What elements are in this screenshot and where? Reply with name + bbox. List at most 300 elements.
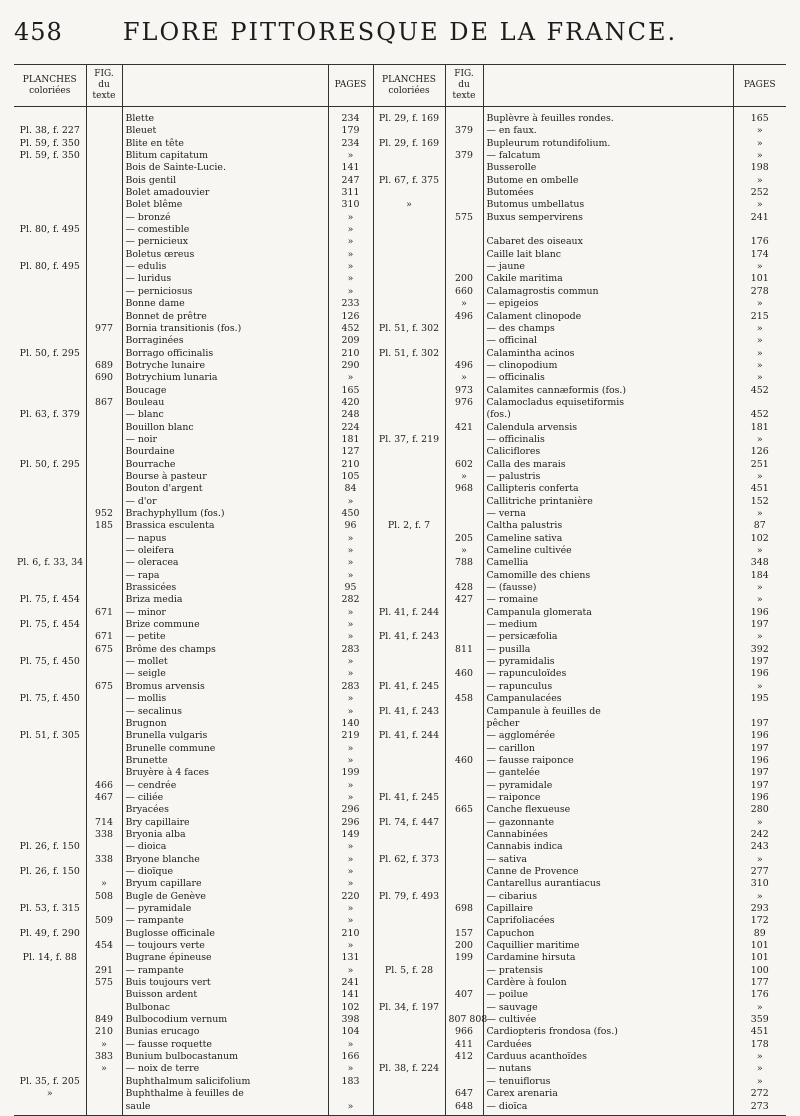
index-table xyxy=(14,64,786,1116)
left-plate-ref xyxy=(14,915,86,927)
right-page-ref: 184 xyxy=(750,569,769,581)
left-figure-ref xyxy=(86,533,122,545)
left-plate-ref xyxy=(14,236,86,248)
header-figs-right: FIG. du texte xyxy=(445,65,483,107)
right-plate-ref xyxy=(373,483,445,495)
left-page-ref: 165 xyxy=(328,385,373,397)
left-page-ref: » xyxy=(328,656,373,668)
right-plate-ref xyxy=(373,557,445,569)
left-page-ref: 210 xyxy=(328,928,373,940)
left-plate-ref xyxy=(14,199,86,211)
right-plate-ref xyxy=(373,915,445,927)
left-entry-name: Brunette xyxy=(122,755,328,767)
right-entry-name: — cultivée xyxy=(483,1014,733,1026)
left-entry-name: Boucage xyxy=(122,385,328,397)
right-figure-ref xyxy=(445,854,483,866)
right-entry-name: — falcatum xyxy=(483,150,733,162)
left-entry-name: — noir xyxy=(122,434,328,446)
left-plate-ref xyxy=(14,854,86,866)
right-page-ref: » xyxy=(756,199,763,211)
right-plate-ref xyxy=(373,125,445,137)
left-entry-name: — rapa xyxy=(122,570,328,582)
left-plate-ref xyxy=(14,1002,86,1014)
left-figure-ref xyxy=(86,236,122,248)
left-entry-name: Bouleau xyxy=(122,397,328,409)
left-figure-ref: 977 xyxy=(86,323,122,335)
left-figure-ref: 675 xyxy=(86,644,122,656)
table-row xyxy=(14,224,786,236)
left-page-ref: 102 xyxy=(328,1002,373,1014)
left-page-ref: » xyxy=(328,372,373,384)
right-plate-ref xyxy=(373,471,445,483)
left-figure-ref xyxy=(86,718,122,730)
right-page-ref: 197 xyxy=(750,779,769,791)
header-pages-right: PAGES xyxy=(733,65,786,107)
left-figure-ref xyxy=(86,693,122,705)
left-entry-name: Bromus arvensis xyxy=(122,681,328,693)
right-page-ref: » xyxy=(756,890,763,902)
right-figure-ref: 421 xyxy=(445,422,483,434)
right-entry-name: Cannabis indica xyxy=(483,841,733,853)
right-page-ref: 101 xyxy=(750,940,769,952)
left-entry-name: Bruyère à 4 faces xyxy=(122,767,328,779)
left-page-ref: 452 xyxy=(328,323,373,335)
table-row xyxy=(14,422,786,434)
right-plate-ref xyxy=(373,459,445,471)
left-page-ref: » xyxy=(328,249,373,261)
right-figure-ref xyxy=(445,730,483,742)
left-entry-name: — cendrée xyxy=(122,780,328,792)
right-entry-name: — persicæfolia xyxy=(483,631,733,643)
right-page-ref: 197 xyxy=(750,619,769,631)
left-figure-ref xyxy=(86,668,122,680)
right-page-ref: » xyxy=(756,545,763,557)
left-plate-ref xyxy=(14,631,86,643)
right-figure-ref xyxy=(445,323,483,335)
left-plate-ref xyxy=(14,311,86,323)
right-entry-name: — nutans xyxy=(483,1063,733,1075)
table-row xyxy=(14,631,786,643)
left-entry-name: Bouton d'argent xyxy=(122,483,328,495)
left-figure-ref xyxy=(86,471,122,483)
left-plate-ref xyxy=(14,508,86,520)
left-plate-ref xyxy=(14,607,86,619)
right-entry-name: Campanula glomerata xyxy=(483,607,733,619)
left-figure-ref: 466 xyxy=(86,780,122,792)
left-figure-ref xyxy=(86,1088,122,1100)
right-figure-ref xyxy=(445,780,483,792)
right-page-ref: 197 xyxy=(750,717,769,729)
table-row xyxy=(14,471,786,483)
right-entry-name: Bupleurum rotundifolium. xyxy=(483,138,733,150)
right-page-ref: » xyxy=(756,508,763,519)
left-entry-name: Buphthalmum salicifolium xyxy=(122,1076,328,1088)
right-entry-name: — pusilla xyxy=(483,644,733,656)
left-figure-ref xyxy=(86,755,122,767)
left-page-ref: 149 xyxy=(328,829,373,841)
right-page-ref: 165 xyxy=(750,113,769,124)
right-page-ref: » xyxy=(756,1051,763,1063)
left-entry-name: — oleifera xyxy=(122,545,328,557)
left-plate-ref: Pl. 35, f. 205 xyxy=(14,1076,86,1088)
left-plate-ref xyxy=(14,681,86,693)
right-figure-ref xyxy=(445,249,483,261)
left-plate-ref xyxy=(14,298,86,310)
table-row xyxy=(14,557,786,569)
table-row xyxy=(14,792,786,804)
left-page-ref: » xyxy=(328,878,373,890)
right-figure-ref xyxy=(445,619,483,631)
left-page-ref: 219 xyxy=(328,730,373,742)
left-page-ref: 282 xyxy=(328,594,373,606)
left-figure-ref: 575 xyxy=(86,977,122,989)
right-page-ref: 272 xyxy=(750,1088,769,1100)
right-entry-name: Butomées xyxy=(483,187,733,199)
left-entry-name: Bryum capillare xyxy=(122,878,328,890)
right-page-ref: 89 xyxy=(753,927,766,939)
left-plate-ref xyxy=(14,1026,86,1038)
right-figure-ref xyxy=(445,767,483,779)
right-plate-ref xyxy=(373,187,445,199)
right-entry-name: — pyramidalis xyxy=(483,656,733,668)
left-entry-name: Blitum capitatum xyxy=(122,150,328,162)
left-page-ref: 141 xyxy=(328,989,373,1001)
right-figure-ref: » xyxy=(445,372,483,384)
right-plate-ref xyxy=(373,286,445,298)
right-figure-ref xyxy=(445,409,483,421)
left-entry-name: — rampante xyxy=(122,915,328,927)
right-entry-name: Caprifoliacées xyxy=(483,915,733,927)
right-plate-ref xyxy=(373,508,445,520)
left-figure-ref xyxy=(86,107,122,126)
left-page-ref: » xyxy=(328,212,373,224)
table-row xyxy=(14,520,786,532)
left-plate-ref xyxy=(14,706,86,718)
table-row xyxy=(14,212,786,224)
left-entry-name: — ciliée xyxy=(122,792,328,804)
left-plate-ref xyxy=(14,360,86,372)
right-entry-name: — gantelée xyxy=(483,767,733,779)
right-entry-name: — carillon xyxy=(483,743,733,755)
left-figure-ref xyxy=(86,348,122,360)
right-plate-ref xyxy=(373,360,445,372)
right-figure-ref xyxy=(445,743,483,755)
table-row xyxy=(14,298,786,310)
right-page-ref: 100 xyxy=(750,964,769,976)
left-plate-ref: Pl. 50, f. 295 xyxy=(14,459,86,471)
table-row xyxy=(14,965,786,977)
right-figure-ref xyxy=(445,236,483,248)
table-row xyxy=(14,162,786,174)
right-figure-ref: 411 xyxy=(445,1039,483,1051)
right-figure-ref xyxy=(445,718,483,730)
left-entry-name: — secalinus xyxy=(122,706,328,718)
left-plate-ref xyxy=(14,668,86,680)
left-plate-ref xyxy=(14,878,86,890)
right-figure-ref: 460 xyxy=(445,668,483,680)
left-entry-name: Buis toujours vert xyxy=(122,977,328,989)
left-figure-ref: 338 xyxy=(86,854,122,866)
table-row xyxy=(14,335,786,347)
right-page-ref: 176 xyxy=(750,989,769,1001)
table-row xyxy=(14,829,786,841)
right-figure-ref xyxy=(445,520,483,532)
left-entry-name: — toujours verte xyxy=(122,940,328,952)
table-row xyxy=(14,755,786,767)
left-page-ref: » xyxy=(328,668,373,680)
left-page-ref: 141 xyxy=(328,162,373,174)
right-entry-name: — clinopodium xyxy=(483,360,733,372)
left-entry-name: Bunium bulbocastanum xyxy=(122,1051,328,1063)
left-figure-ref xyxy=(86,656,122,668)
left-figure-ref xyxy=(86,557,122,569)
left-entry-name: — napus xyxy=(122,533,328,545)
right-plate-ref xyxy=(373,496,445,508)
right-figure-ref: 427 xyxy=(445,594,483,606)
left-plate-ref: Pl. 53, f. 315 xyxy=(14,903,86,915)
right-page-ref: 215 xyxy=(750,310,769,322)
right-page-ref: 126 xyxy=(750,446,769,458)
right-plate-ref xyxy=(373,249,445,261)
left-figure-ref xyxy=(86,1101,122,1116)
right-plate-ref xyxy=(373,866,445,878)
left-plate-ref xyxy=(14,520,86,532)
left-entry-name: — blanc xyxy=(122,409,328,421)
right-page-ref: 451 xyxy=(750,483,769,495)
left-figure-ref: » xyxy=(86,1063,122,1075)
left-entry-name: Bonne dame xyxy=(122,298,328,310)
right-entry-name: Campanulacées xyxy=(483,693,733,705)
left-entry-name: Bulbocodium vernum xyxy=(122,1014,328,1026)
right-figure-ref: 460 xyxy=(445,755,483,767)
left-figure-ref xyxy=(86,903,122,915)
left-plate-ref xyxy=(14,323,86,335)
table-row xyxy=(14,804,786,816)
left-page-ref: » xyxy=(328,496,373,508)
right-entry-name: Cameline cultivée xyxy=(483,545,733,557)
left-figure-ref xyxy=(86,1002,122,1014)
left-figure-ref: 210 xyxy=(86,1026,122,1038)
right-page-ref: » xyxy=(756,470,763,482)
left-entry-name: Bryonia alba xyxy=(122,829,328,841)
right-plate-ref: Pl. 29, f. 169 xyxy=(373,138,445,150)
right-page-ref: » xyxy=(756,594,763,606)
left-plate-ref xyxy=(14,212,86,224)
left-figure-ref xyxy=(86,298,122,310)
left-page-ref: » xyxy=(328,273,373,285)
right-page-ref: 181 xyxy=(750,421,769,433)
left-plate-ref xyxy=(14,817,86,829)
left-plate-ref xyxy=(14,483,86,495)
right-entry-name: Camellia xyxy=(483,557,733,569)
table-row xyxy=(14,199,786,211)
right-plate-ref: Pl. 67, f. 375 xyxy=(373,175,445,187)
left-figure-ref: 508 xyxy=(86,891,122,903)
right-entry-name: — sativa xyxy=(483,854,733,866)
left-plate-ref xyxy=(14,107,86,126)
left-entry-name: Bryacées xyxy=(122,804,328,816)
right-entry-name: Butome en ombelle xyxy=(483,175,733,187)
table-row xyxy=(14,323,786,335)
index-body xyxy=(14,107,786,1116)
right-plate-ref: Pl. 79, f. 493 xyxy=(373,891,445,903)
table-row xyxy=(14,644,786,656)
left-plate-ref xyxy=(14,644,86,656)
right-page-ref: » xyxy=(756,631,763,643)
right-page-ref xyxy=(733,224,786,236)
right-figure-ref xyxy=(445,829,483,841)
left-entry-name: Brassica esculenta xyxy=(122,520,328,532)
left-page-ref: 96 xyxy=(328,520,373,532)
left-entry-name: — luridus xyxy=(122,273,328,285)
left-figure-ref: 467 xyxy=(86,792,122,804)
left-plate-ref xyxy=(14,792,86,804)
right-figure-ref xyxy=(445,348,483,360)
right-plate-ref xyxy=(373,533,445,545)
right-entry-name: Carduées xyxy=(483,1039,733,1051)
right-page-ref: 243 xyxy=(750,841,769,853)
right-entry-name: — agglomérée xyxy=(483,730,733,742)
right-plate-ref xyxy=(373,841,445,853)
left-page-ref: » xyxy=(328,755,373,767)
right-plate-ref: Pl. 41, f. 245 xyxy=(373,681,445,693)
left-entry-name: Botryche lunaire xyxy=(122,360,328,372)
right-figure-ref: 660 xyxy=(445,286,483,298)
table-row xyxy=(14,236,786,248)
left-plate-ref: Pl. 80, f. 495 xyxy=(14,224,86,236)
right-plate-ref xyxy=(373,940,445,952)
right-page-ref: 242 xyxy=(750,828,769,840)
header-plates: PLANCHES coloriées xyxy=(14,65,86,107)
right-entry-name: pêcher xyxy=(483,718,733,730)
left-entry-name: — seigle xyxy=(122,668,328,680)
left-entry-name: — comestible xyxy=(122,224,328,236)
right-figure-ref xyxy=(445,508,483,520)
left-figure-ref xyxy=(86,582,122,594)
left-entry-name: Bonnet de prêtre xyxy=(122,311,328,323)
table-row xyxy=(14,607,786,619)
right-page-ref: 277 xyxy=(750,865,769,877)
right-figure-ref xyxy=(445,817,483,829)
right-page-ref: 102 xyxy=(750,532,769,544)
right-entry-name: Carex arenaria xyxy=(483,1088,733,1100)
right-plate-ref xyxy=(373,767,445,779)
left-page-ref: » xyxy=(328,915,373,927)
right-plate-ref xyxy=(373,162,445,174)
left-entry-name: Brunelle commune xyxy=(122,743,328,755)
left-figure-ref xyxy=(86,804,122,816)
table-row xyxy=(14,928,786,940)
left-figure-ref xyxy=(86,385,122,397)
left-figure-ref: 714 xyxy=(86,817,122,829)
left-entry-name: Buglosse officinale xyxy=(122,928,328,940)
right-entry-name: Camomille des chiens xyxy=(483,570,733,582)
right-entry-name: — officinalis xyxy=(483,372,733,384)
right-plate-ref xyxy=(373,1051,445,1063)
left-entry-name: Bois gentil xyxy=(122,175,328,187)
left-figure-ref xyxy=(86,866,122,878)
right-figure-ref: 200 xyxy=(445,940,483,952)
left-plate-ref xyxy=(14,422,86,434)
left-page-ref: 310 xyxy=(328,199,373,211)
right-page-ref: 196 xyxy=(750,730,769,742)
left-plate-ref: Pl. 51, f. 305 xyxy=(14,730,86,742)
table-row xyxy=(14,989,786,1001)
left-figure-ref: 185 xyxy=(86,520,122,532)
left-figure-ref: 867 xyxy=(86,397,122,409)
right-entry-name: Caltha palustris xyxy=(483,520,733,532)
table-row xyxy=(14,360,786,372)
left-plate-ref xyxy=(14,335,86,347)
table-row xyxy=(14,1088,786,1100)
right-plate-ref xyxy=(373,780,445,792)
right-figure-ref xyxy=(445,965,483,977)
right-page-ref: » xyxy=(756,174,763,186)
left-entry-name: Bourrache xyxy=(122,459,328,471)
left-figure-ref: 291 xyxy=(86,965,122,977)
left-figure-ref xyxy=(86,434,122,446)
table-row xyxy=(14,533,786,545)
left-entry-name: Bourse à pasteur xyxy=(122,471,328,483)
right-plate-ref xyxy=(373,446,445,458)
right-figure-ref xyxy=(445,199,483,211)
left-plate-ref xyxy=(14,286,86,298)
right-figure-ref xyxy=(445,434,483,446)
left-entry-name: Brugnon xyxy=(122,718,328,730)
table-row xyxy=(14,508,786,520)
left-figure-ref: 454 xyxy=(86,940,122,952)
left-page-ref: » xyxy=(328,545,373,557)
right-figure-ref: 647 xyxy=(445,1088,483,1100)
left-figure-ref xyxy=(86,335,122,347)
right-entry-name: — raiponce xyxy=(483,792,733,804)
right-plate-ref xyxy=(373,385,445,397)
left-plate-ref xyxy=(14,891,86,903)
table-row xyxy=(14,767,786,779)
left-page-ref: 181 xyxy=(328,434,373,446)
right-plate-ref xyxy=(373,878,445,890)
left-entry-name: Blite en tête xyxy=(122,138,328,150)
right-entry-name: — epigeios xyxy=(483,298,733,310)
right-page-ref: 198 xyxy=(750,162,769,174)
right-plate-ref xyxy=(373,829,445,841)
right-entry-name: — medium xyxy=(483,619,733,631)
right-plate-ref xyxy=(373,1088,445,1100)
right-plate-ref xyxy=(373,261,445,273)
table-row xyxy=(14,175,786,187)
right-figure-ref: 698 xyxy=(445,903,483,915)
table-row xyxy=(14,459,786,471)
left-figure-ref xyxy=(86,989,122,1001)
left-plate-ref: Pl. 6, f. 33, 34 xyxy=(14,557,86,569)
right-plate-ref xyxy=(373,903,445,915)
right-entry-name: — tenuiflorus xyxy=(483,1076,733,1088)
left-page-ref: » xyxy=(328,557,373,569)
right-page-ref: » xyxy=(756,125,763,137)
left-entry-name: Bugrane épineuse xyxy=(122,952,328,964)
left-figure-ref xyxy=(86,199,122,211)
right-page-ref: » xyxy=(756,582,763,594)
right-page-ref: 293 xyxy=(750,903,769,914)
right-figure-ref: 205 xyxy=(445,533,483,545)
left-entry-name: — rampante xyxy=(122,965,328,977)
table-row xyxy=(14,903,786,915)
left-page-ref: 233 xyxy=(328,298,373,310)
right-entry-name: — pratensis xyxy=(483,965,733,977)
left-plate-ref: Pl. 75, f. 454 xyxy=(14,594,86,606)
left-page-ref: 420 xyxy=(328,397,373,409)
right-entry-name: Calla des marais xyxy=(483,459,733,471)
